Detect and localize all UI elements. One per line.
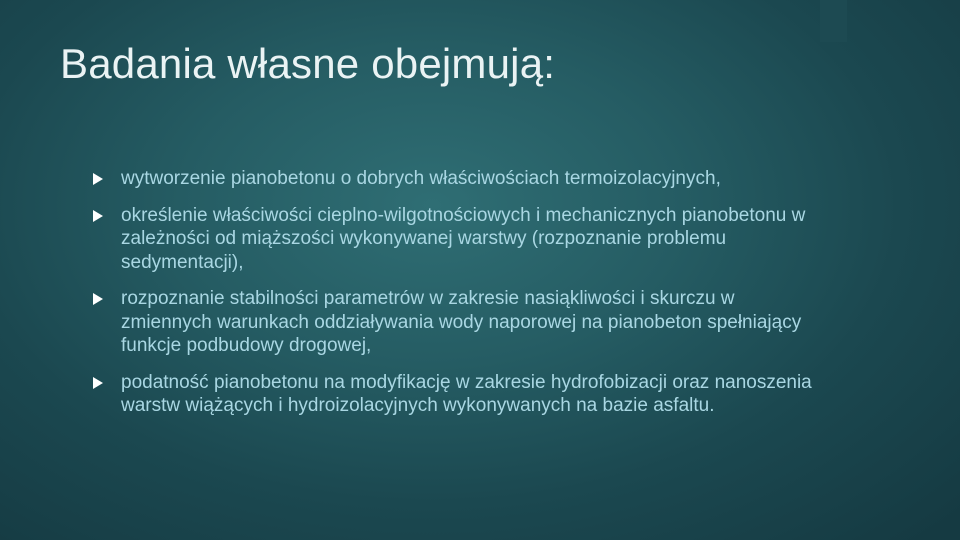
triangle-right-icon xyxy=(93,210,103,222)
list-item xyxy=(93,167,813,191)
bullet-text: podatność pianobetonu na modyfikację w zakresie hydrofobizacji oraz nanoszenia warstw wiążących i hydroizolacyjnych wykonywanych na bazie asfaltu. xyxy=(121,371,812,416)
triangle-right-icon xyxy=(93,293,103,305)
list-item xyxy=(93,204,813,275)
slide-title: Badania własne obejmują: xyxy=(60,40,556,87)
bullet-text: określenie właściwości cieplno-wilgotnościowych i mechanicznych pianobetonu w zależności od miąższości wykonywanej warstwy (rozpoznanie problemu sedymentacji), xyxy=(121,204,806,273)
bullet-text: rozpoznanie stabilności parametrów w zakresie nasiąkliwości i skurczu w zmiennych warunkach oddziaływania wody naporowej na pianobeton spełniający funkcje podbudowy drogowej, xyxy=(121,288,802,356)
corner-accent-shape xyxy=(820,0,847,42)
triangle-right-icon xyxy=(93,377,103,389)
list-item xyxy=(93,287,813,358)
list-item xyxy=(93,371,813,418)
bullet-list xyxy=(93,167,813,431)
bullet-text: wytworzenie pianobetonu o dobrych właściwościach termoizolacyjnych, xyxy=(121,168,721,189)
triangle-right-icon xyxy=(93,173,103,185)
